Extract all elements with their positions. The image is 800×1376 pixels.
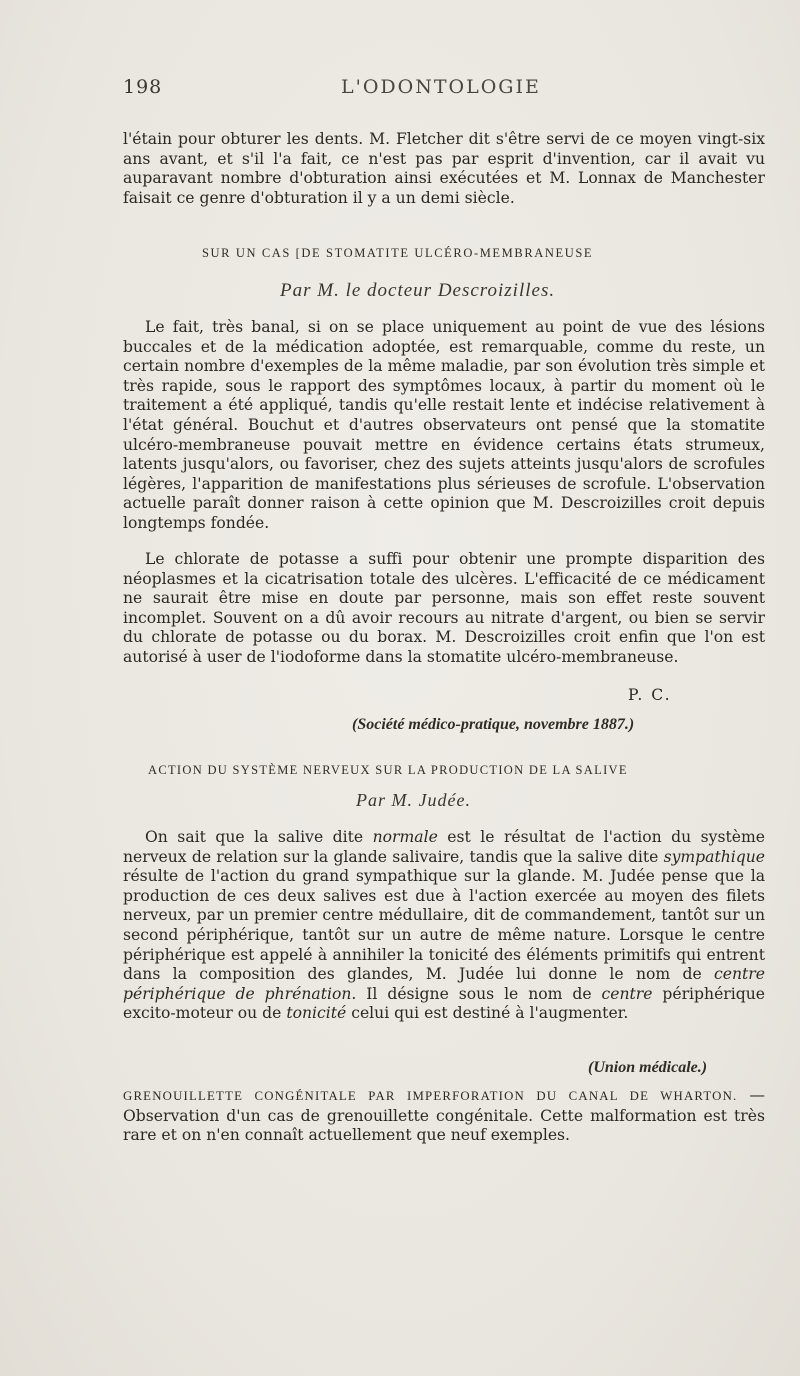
term-sympathique: sympathique [663, 847, 765, 866]
article-2-text-1: On sait que la salive dite [145, 828, 373, 846]
article-1-heading: SUR UN CAS [DE STOMATITE ULCÉRO-MEMBRANEUSE [202, 246, 594, 260]
article-1-byline: Par M. le docteur Descroizilles. [280, 280, 556, 301]
article-2-text-2: est le résultat de l'action du système nerveux de relation sur la glande salivaire, tandis que la salive dite [123, 828, 765, 866]
article-2-text-6: celui qui est destiné à l'augmenter. [346, 1004, 629, 1023]
page-header [123, 76, 763, 106]
running-title: L'ODONTOLOGIE [341, 76, 541, 98]
term-centre: centre [601, 984, 653, 1003]
article-1-paragraph-1: Le fait, très banal, si on se place uniquement au point de vue des lésions buccales et de la médication adoptée, est remarquable, comme du reste, un certain nombre d'exemples de la même maladie, par son évolution très simple et très rapide, sous le rapport des symptômes locaux, à partir du moment où le traitement a été appliqué, tandis qu'elle restait lente et indécise relativement à l'état général. Bouchut et d'autres observateurs ont pensé que la stomatite ulcéro-membraneuse pouvait mettre en évidence certains états strumeux, latents jusqu'alors, ou favoriser, chez des sujets atteints jusqu'alors de scrofules légères, l'apparition de manifestations plus sérieuses de scrofule. L'observation actuelle paraît donner raison à cette opinion que M. Descroizilles croit depuis longtemps fondée. [123, 318, 765, 532]
term-tonicite: tonicité [286, 1004, 347, 1023]
article-2-heading: ACTION DU SYSTÈME NERVEUX SUR LA PRODUCTION DE LA SALIVE [148, 763, 628, 777]
term-normale: normale [372, 828, 438, 846]
article-3-heading: GRENOUILLETTE CONGÉNITALE PAR IMPERFORATION DU CANAL DE WHARTON. [123, 1089, 738, 1103]
page-number: 198 [123, 76, 163, 98]
article-2-source: (Union médicale.) [588, 1059, 708, 1076]
article-3-paragraph [123, 1086, 765, 1146]
term-centre-peripherique: centre périphérique de phrénation [123, 965, 765, 1003]
article-1-source: (Société médico-pratique, novembre 1887.) [352, 716, 635, 733]
continued-paragraph: l'étain pour obturer les dents. M. Fletcher dit s'être servi de ce moyen vingt-six ans avant, et s'il l'a fait, ce n'est pas par esprit d'invention, car il avait vu auparavant nombre d'obturation ainsi exécutées et M. Lonnax de Manchester faisait ce genre d'obturation il y a un demi siècle. [123, 130, 765, 207]
article-1-paragraph-2: Le chlorate de potasse a suffi pour obtenir une prompte disparition des néoplasmes et la cicatrisation totale des ulcères. L'efficacité de ce médicament ne saurait être mise en doute par personne, mais son effet reste souvent incomplet. Souvent on a dû avoir recours au nitrate d'argent, ou bien se servir du chlorate de potasse ou du borax. M. Descroizilles croit enfin que l'on est autorisé à user de l'iodoforme dans la stomatite ulcéro-membraneuse. [123, 550, 765, 666]
article-2-paragraph [123, 828, 765, 1024]
article-2-text-5: périphérique excito-moteur ou de [123, 984, 765, 1023]
article-2-text-4: . Il désigne sous le nom de [351, 984, 602, 1003]
article-1-initials: P. C. [628, 686, 672, 704]
article-2-text-3: résulte de l'action du grand sympathique sur la glande. M. Judée pense que la production de ces deux salives est due à l'action exercée au moyen des filets nerveux, par un premier centre médullaire, dit de commandement, tantôt sur un second périphérique, tantôt sur un autre de même nature. Lorsque le centre périphérique est appelé à annihiler la tonicité des éléments primitifs qui entrent dans la composition des glandes, M. Judée lui donne le nom de [123, 867, 765, 984]
article-2-byline: Par M. Judée. [356, 790, 471, 810]
article-3-text: — Observation d'un cas de grenouillette congénitale. Cette malformation est très rare et on n'en connaît actuellement que neuf exemples. [123, 1086, 765, 1145]
